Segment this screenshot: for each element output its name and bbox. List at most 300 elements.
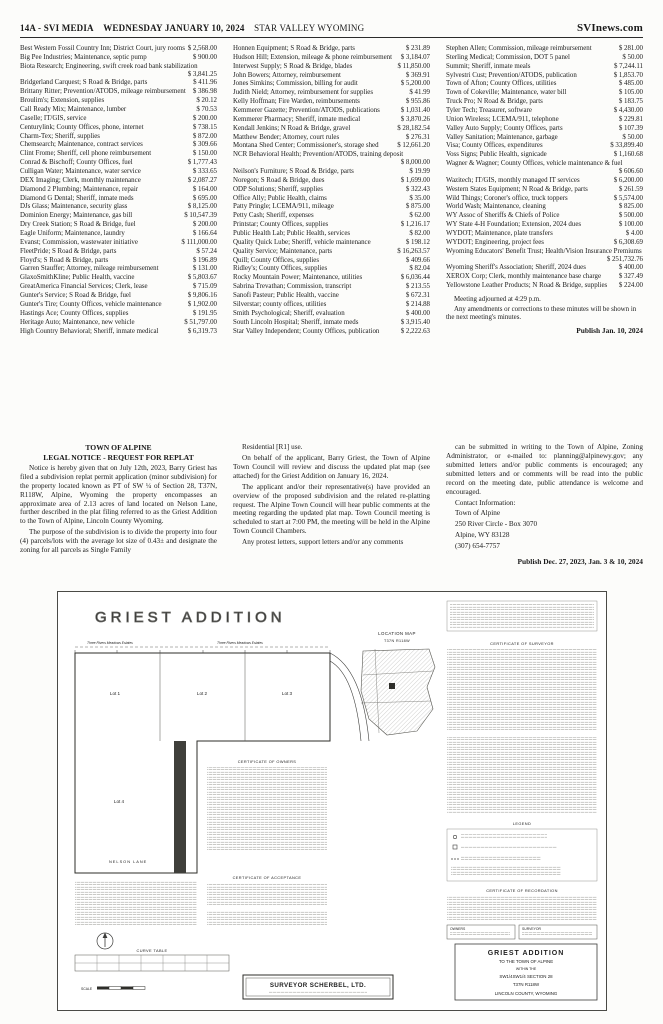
expense-entry	[233, 63, 430, 71]
expense-amount: $ 50.00	[622, 133, 643, 141]
expense-amount: $ 900.00	[192, 53, 217, 61]
expense-entry	[446, 264, 643, 272]
lot-label-3: Lot 3	[281, 691, 292, 696]
expense-amount: $ 107.39	[618, 124, 643, 132]
vendor-description: Judith Nield; Attorney, reimbursement for supplies	[233, 89, 374, 97]
vendor-description: Public Health Lab; Public Health, services	[233, 230, 351, 238]
expense-entry	[233, 142, 430, 150]
expense-amount: $ 9,806.16	[187, 292, 217, 300]
expense-entry	[233, 72, 430, 80]
expense-entry	[233, 98, 430, 106]
vendor-description: Clint Frome; Sheriff, cell phone reimbursement	[20, 150, 152, 158]
expense-entry	[20, 88, 217, 96]
expense-amount: $ 875.00	[405, 203, 430, 211]
expense-amount: $ 35.00	[409, 194, 430, 202]
griest-addition-plat	[57, 591, 607, 1011]
vendor-description: NCR Behavioral Health; Prevention/ATODS, training deposit	[233, 151, 404, 159]
expense-entry	[446, 142, 643, 150]
vendor-description: Silverstar; county offices, utilities	[233, 300, 327, 308]
illegible-fineprint	[447, 737, 597, 813]
vendor-description: Quality Quick Lube; Sheriff, vehicle maintenance	[233, 238, 371, 246]
expense-entry	[446, 63, 643, 71]
vendor-description: John Bowers; Attorney, reimbursement	[233, 71, 341, 79]
vendor-description: Best Western Fossil Country Inn; District Court, jury rooms	[20, 45, 185, 52]
illegible-fineprint	[207, 911, 327, 925]
title-block-township: T37N R118W	[512, 982, 539, 987]
illegible-fineprint	[447, 896, 597, 920]
expense-entry	[446, 248, 643, 264]
vendor-description: Tyler Tech; Treasurer, software	[446, 107, 532, 115]
site-marker	[389, 683, 395, 689]
expense-entry	[446, 186, 643, 194]
vendor-description: Voss Signs; Public Health, signicade	[446, 151, 547, 159]
vendor-description: Sanofi Pasteur; Public Health, vaccine	[233, 292, 339, 300]
location-map-label: LOCATION MAP	[377, 631, 416, 636]
expense-entry	[233, 168, 430, 176]
expense-entry	[446, 98, 643, 106]
expense-entry	[20, 124, 217, 132]
publish-date-minutes: Publish Jan. 10, 2024	[576, 325, 643, 335]
expense-entry	[446, 107, 643, 115]
expense-amount: $ 183.75	[618, 98, 643, 106]
expense-entry	[446, 151, 643, 159]
expense-entry	[446, 45, 643, 53]
expense-amount: $ 715.09	[192, 283, 217, 291]
expense-amount: $ 955.86	[405, 98, 430, 106]
vendor-description: Caselle; IT/GIS, service	[20, 114, 87, 122]
surveyor-firm-name: SURVEYOR SCHERBEL, LTD.	[269, 982, 366, 989]
notice-paragraph: The purpose of the subdivision is to divide the property into four (4) parcels/lots with the average lot size of 0.43± and designate the zoning for all parcels as Single Family	[20, 528, 217, 555]
notice-title-heading: LEGAL NOTICE - REQUEST FOR REPLAT	[43, 453, 194, 463]
masthead-left	[20, 23, 371, 33]
illegible-fineprint	[447, 649, 597, 731]
vendor-description: Neilson's Furniture; S Road & Bridge, parts	[233, 168, 354, 176]
vendor-description: Centurylink; County Offices, phone, internet	[20, 123, 144, 131]
expense-entry	[233, 177, 430, 185]
vendor-description: Star Valley Independent; County Offices, publication	[233, 327, 380, 335]
expense-amount: $ 1,699.00	[400, 176, 430, 184]
vendor-description: Valley Auto Supply; County Offices, parts	[446, 124, 563, 132]
vendor-description: Smith Psychological; Sheriff, evaluation	[233, 309, 345, 317]
expense-amount: $ 50.00	[622, 53, 643, 61]
expense-entry	[20, 168, 217, 176]
expense-entry	[20, 63, 217, 79]
vendor-description: Kemmerer Gazette; Prevention/ATODS, publications	[233, 107, 380, 115]
notice-column-1	[20, 443, 217, 587]
vendor-description: Valley Sanitation; Maintenance, garbage	[446, 133, 558, 141]
expense-entry	[233, 116, 430, 124]
expense-entry	[20, 203, 217, 211]
expense-amount: $ 229.81	[618, 115, 643, 123]
legend-heading: LEGEND	[512, 821, 531, 826]
expense-amount: $ 251,732.76	[606, 255, 643, 263]
expense-amount: $ 400.00	[618, 264, 643, 272]
expense-entry	[20, 230, 217, 238]
title-block-name: GRIEST ADDITION	[487, 950, 564, 957]
expense-amount: $ 33,899.40	[610, 142, 643, 150]
expense-amount: $ 62.00	[409, 212, 430, 220]
lot-label-1: Lot 1	[109, 691, 120, 696]
expense-amount: $ 5,200.00	[400, 80, 430, 88]
expense-entry	[20, 97, 217, 105]
expense-amount: $ 12,661.20	[397, 142, 430, 150]
vendor-description: Summit; Sheriff, inmate meals	[446, 62, 531, 70]
vendor-description: Rocky Mountain Power; Maintenance, utilities	[233, 274, 363, 282]
plat-map-attachment	[57, 591, 607, 1011]
minutes-column-1	[20, 45, 217, 435]
expense-entry	[233, 310, 430, 318]
expense-amount: $ 200.00	[192, 114, 217, 122]
expense-entry	[446, 160, 643, 176]
expense-amount: $ 164.00	[192, 185, 217, 193]
expense-amount: $ 386.98	[192, 88, 217, 96]
expense-amount: $ 57.24	[196, 247, 217, 255]
expense-entry	[20, 257, 217, 265]
expense-entry	[20, 177, 217, 185]
certificate-of-recordation-heading: CERTIFICATE OF RECORDATION	[485, 888, 558, 893]
vendor-description: Kemmerer Pharmacy; Sheriff, inmate medical	[233, 115, 361, 123]
expense-amount: $ 6,319.73	[187, 327, 217, 335]
expense-entry	[20, 221, 217, 229]
expense-amount: $ 8,000.00	[400, 159, 430, 167]
expense-entry	[20, 79, 217, 87]
illegible-fineprint	[461, 835, 547, 839]
expense-entry	[446, 221, 643, 229]
expense-amount: $ 4.00	[625, 230, 643, 238]
expense-entry	[233, 274, 430, 282]
illegible-fineprint	[451, 866, 561, 876]
notice-org-heading: TOWN OF ALPINE	[85, 443, 152, 452]
expense-entry	[233, 248, 430, 256]
expense-amount: $ 411.96	[193, 79, 217, 87]
vendor-description: Big Pee Industries; Maintenance, septic pump	[20, 53, 147, 61]
notice-paragraphs-1	[20, 464, 217, 555]
scale-label: SCALE	[80, 987, 92, 991]
expense-amount: $ 200.00	[192, 221, 217, 229]
certificate-of-owners-heading: CERTIFICATE OF OWNERS	[237, 759, 296, 764]
expense-entry	[233, 45, 430, 53]
vendor-description: High Country Behavioral; Sheriff, inmate medical	[20, 327, 159, 335]
expense-entry	[233, 319, 430, 327]
expense-amount: $ 214.88	[405, 300, 430, 308]
minutes-column-2	[233, 45, 430, 435]
vendor-description: ODP Solutions; Sheriff, supplies	[233, 185, 323, 193]
illegible-fineprint	[522, 932, 592, 936]
vendor-description: Sterling Medical; Commission, DOT 5 panel	[446, 53, 570, 61]
legal-notice-replat	[0, 435, 663, 587]
expense-list-1	[20, 45, 217, 335]
expense-entry	[20, 115, 217, 123]
expense-entry	[233, 239, 430, 247]
commission-minutes-expenses	[0, 43, 663, 435]
expense-amount: $ 1,031.40	[400, 107, 430, 115]
illegible-fineprint	[450, 932, 510, 936]
illegible-fineprint	[75, 881, 197, 925]
expense-amount: $ 281.00	[618, 45, 643, 52]
expense-entry	[20, 283, 217, 291]
vendor-description: Bridgerland Carquest; S Road & Bridge, parts	[20, 79, 148, 87]
illegible-fineprint	[207, 767, 327, 851]
vendor-description: Dominion Energy; Maintenance, gas bill	[20, 212, 133, 220]
expense-entry	[446, 80, 643, 88]
expense-entry	[233, 221, 430, 229]
vendor-description: DEX Imaging; Clerk, monthly maintenance	[20, 176, 141, 184]
vendor-description: Biota Research; Engineering, swift creek road bank stabilization	[20, 62, 198, 70]
notice-paragraph: Contact Information:	[455, 498, 516, 507]
illegible-fineprint	[461, 845, 557, 849]
notice-paragraph: 250 River Circle - Box 3070	[455, 520, 538, 529]
expense-entry	[233, 301, 430, 309]
expense-amount: $ 19.99	[409, 168, 430, 176]
expense-amount: $ 16,263.57	[397, 247, 430, 255]
certificates-middle	[207, 759, 327, 925]
expense-entry	[446, 54, 643, 62]
expense-amount: $ 1,853.70	[613, 71, 643, 79]
vendor-description: Hastings Ace; County Offices, supplies	[20, 309, 129, 317]
vendor-description: GlaxoSmithKline; Public Health, vaccine	[20, 274, 135, 282]
expense-amount: $ 70.53	[196, 106, 217, 114]
expense-entry	[446, 177, 643, 185]
expense-amount: $ 28,182.54	[397, 124, 430, 132]
expense-amount: $ 333.65	[192, 168, 217, 176]
vendor-description: Gunter's Service; S Road & Bridge, fuel	[20, 292, 131, 300]
expense-amount: $ 3,184.07	[400, 53, 430, 61]
adjournment-note: Meeting adjourned at 4:29 p.m.	[454, 296, 541, 304]
expense-amount: $ 10,547.39	[184, 212, 217, 220]
notice-paragraph: Town of Alpine	[455, 509, 501, 518]
vendor-description: Patty Pringle; LCEMA/911, mileage	[233, 203, 334, 211]
notice-paragraph: can be submitted in writing to the Town of Alpine, Zoning Administrator, or e-mailed to: planning@alpinewy.gov; any submitted letters and/or public comments is encouraged; any submitted letters and or comments will be read into the public record on the meeting date, public attendance is welcome and encouraged.	[446, 443, 643, 496]
vendor-description: Yellowstone Leather Products; N Road & Bridge, supplies	[446, 282, 608, 290]
expense-amount: $ 2,222.63	[400, 327, 430, 335]
expense-amount: $ 276.31	[405, 133, 430, 141]
vendor-description: Wild Things; Coroner's office, truck toppers	[446, 194, 568, 202]
vendor-description: Kendall Jenkins; N Road & Bridge, gravel	[233, 124, 351, 132]
expense-entry	[20, 301, 217, 309]
expense-amount: $ 3,915.40	[400, 318, 430, 326]
expense-amount: $ 111,000.00	[181, 238, 217, 246]
expense-amount: $ 166.64	[192, 230, 217, 238]
expense-amount: $ 695.00	[192, 194, 217, 202]
vendor-description: Interwest Supply; S Road & Bridge, blades	[233, 62, 353, 70]
expense-amount: $ 4,430.00	[613, 107, 643, 115]
expense-entry	[446, 89, 643, 97]
amendments-note: Any amendments or corrections to these minutes will be shown in the next meeting's minutes.	[446, 305, 637, 321]
lot-label-4: Lot 4	[113, 799, 124, 804]
illegible-fineprint	[461, 856, 541, 860]
expense-amount: $ 213.55	[405, 283, 430, 291]
expense-entry	[446, 282, 643, 290]
illegible-fineprint	[450, 604, 594, 628]
expense-amount: $ 6,036.44	[400, 274, 430, 282]
vendor-description: Charm-Tex; Sheriff, supplies	[20, 132, 100, 140]
expense-amount: $ 224.00	[618, 282, 643, 290]
vendor-description: Union Wireless; LCEMA/911, telephone	[446, 115, 559, 123]
vendor-description: XEROX Corp; Clerk, monthly maintenance base charge	[446, 273, 602, 281]
expense-amount: $ 738.15	[192, 123, 217, 131]
vendor-description: Broulim's; Extension, supplies	[20, 97, 105, 105]
expense-amount: $ 500.00	[618, 212, 643, 220]
vendor-description: Wazitech; IT/GIS, monthly managed IT services	[446, 176, 580, 184]
expense-entry	[20, 265, 217, 273]
expense-amount: $ 131.00	[192, 265, 217, 273]
expense-entry	[233, 186, 430, 194]
vendor-description: Noregon; S Road & Bridge, dues	[233, 176, 325, 184]
expense-entry	[446, 212, 643, 220]
expense-amount: $ 872.00	[192, 132, 217, 140]
nelson-lane-road	[174, 741, 186, 873]
notice-paragraphs-2	[233, 443, 430, 547]
vendor-description: Hudson Hill; Extension, mileage & phone reimbursement	[233, 53, 393, 61]
website-link[interactable]: SVInews.com	[576, 22, 643, 34]
vendor-description: DJs Glass; Maintenance, security glass	[20, 203, 128, 211]
expense-entry	[233, 230, 430, 238]
vendor-description: Culligan Water; Maintenance, water service	[20, 168, 141, 176]
expense-entry	[20, 328, 217, 336]
vendor-description: South Lincoln Hospital; Sheriff, inmate meds	[233, 318, 359, 326]
adjacent-plat-label: Three Rivers Meadows Estates	[86, 641, 133, 645]
expense-amount: $ 231.89	[405, 45, 430, 52]
masthead	[0, 0, 663, 36]
expense-entry	[20, 106, 217, 114]
expense-amount: $ 7,244.11	[613, 62, 643, 70]
expense-entry	[446, 203, 643, 211]
scale-segment	[97, 987, 109, 990]
expense-entry	[20, 195, 217, 203]
notice-paragraph: Notice is hereby given that on July 12th, 2023, Barry Griest has filed a subdivision replat permit application (minor subdivision) for the property located known as PT of SW ¼ of Section 28, T37N, R118W, Alpine, Wyoming the property encompasses an approximate area of 2.13 acres of land located on Nelson Lane, further described in the plat filing referred to as the Griest Addition to the Town of Alpine, Lincoln County Wyoming.	[20, 463, 217, 526]
vendor-description: Heritage Auto; Maintenance, new vehicle	[20, 318, 135, 326]
expense-amount: $ 409.66	[405, 256, 430, 264]
vendor-description: Dry Creek Station; S Road & Bridge, fuel	[20, 221, 136, 229]
notice-paragraph: The applicant and/or their representative(s) have provided an overview of the proposed subdivision and the related re-platting request. The Alpine Town Council will hear public comments at the meeting regarding the updated plat map. Town Council meeting is scheduled to start at 7:00 PM, the meeting will be held in the Alpine Town Council Chambers.	[233, 482, 430, 536]
expense-amount: $ 327.49	[618, 273, 643, 281]
vendor-description: Town of Cokeville; Maintenance, water bill	[446, 89, 567, 97]
expense-entry	[233, 54, 430, 62]
vendor-description: Quill; County Offices, supplies	[233, 256, 320, 264]
vendor-description: Kelly Hoffman; Fire Warden, reimbursements	[233, 98, 360, 106]
vendor-description: WY Assoc of Sheriffs & Chiefs of Police	[446, 212, 560, 220]
expense-entry	[233, 265, 430, 273]
vendor-description: Stephen Allen; Commission, mileage reimbursement	[446, 45, 592, 52]
expense-amount: $ 1,216.17	[400, 221, 430, 229]
expense-entry	[233, 283, 430, 291]
expense-amount: $ 1,902.00	[187, 300, 217, 308]
expense-amount: $ 196.89	[192, 256, 217, 264]
vendor-description: Honnen Equipment; S Road & Bridge, parts	[233, 45, 355, 52]
expense-entry	[20, 150, 217, 158]
expense-entry	[20, 45, 217, 53]
vendor-description: Brittany Ritter; Prevention/ATODS, mileage reimbursement	[20, 88, 186, 96]
scale-segment	[121, 987, 133, 990]
notice-paragraph: Residential [R1] use.	[242, 443, 303, 451]
vendor-description: Chemsearch; Maintenance, contract services	[20, 141, 143, 149]
vendor-description: Eagle Uniform; Maintenance, laundry	[20, 230, 125, 238]
expense-entry	[233, 107, 430, 115]
expense-amount: $ 11,850.00	[397, 62, 430, 70]
notice-column-2	[233, 443, 430, 587]
masthead-rule	[20, 37, 643, 38]
vendor-description: Montana Shed Center; Commissioner's, storage shed	[233, 142, 379, 150]
expense-amount: $ 3,870.26	[400, 115, 430, 123]
owners-box-label: OWNERS	[449, 927, 465, 931]
vendor-description: Diamond G Dental; Sheriff, inmate meds	[20, 194, 134, 202]
expense-entry	[233, 125, 430, 133]
vendor-description: Evanst; Commission, wastewater initiative	[20, 238, 138, 246]
page-number-label: 14A - SVI MEDIA	[20, 23, 94, 33]
vendor-description: Town of Afton; County Offices, utilities	[446, 80, 557, 88]
minutes-column-3	[446, 45, 643, 435]
vendor-description: WYDOT; Engineering, project fees	[446, 238, 544, 246]
expense-entry	[446, 195, 643, 203]
vendor-description: GreatAmerica Financial Services; Clerk, lease	[20, 283, 148, 291]
expense-amount: $ 6,200.00	[613, 176, 643, 184]
vendor-description: Printstar; County Offices, supplies	[233, 221, 329, 229]
expense-entry	[233, 292, 430, 300]
vendor-description: Wagner & Wagner; County Offices, vehicle maintenance & fuel	[446, 160, 623, 168]
certificate-of-acceptance-heading: CERTIFICATE OF ACCEPTANCE	[232, 875, 301, 880]
expense-amount: $ 2,568.00	[187, 45, 217, 52]
vendor-description: Western States Equipment; N Road & Bridge, parts	[446, 185, 588, 193]
notice-column-3	[446, 443, 643, 587]
expense-entry	[20, 212, 217, 220]
expense-amount: $ 191.95	[192, 309, 217, 317]
vendor-description: Truck Pro; N Road & Bridge, parts	[446, 98, 543, 106]
expense-amount: $ 5,574.00	[613, 194, 643, 202]
expense-entry	[446, 273, 643, 281]
expense-entry	[233, 212, 430, 220]
expense-amount: $ 20.12	[196, 97, 217, 105]
notice-paragraph: (307) 654-7757	[455, 542, 500, 551]
expense-amount: $ 150.00	[192, 150, 217, 158]
expense-list-3	[446, 45, 643, 290]
expense-entry	[446, 230, 643, 238]
expense-amount: $ 5,803.67	[187, 274, 217, 282]
vendor-description: Garren Stauffer; Attorney, mileage reimbursement	[20, 265, 159, 273]
expense-entry	[20, 319, 217, 327]
expense-amount: $ 606.60	[618, 168, 643, 176]
curve-table-heading: CURVE TABLE	[136, 948, 167, 953]
vendor-description: Wyoming Educators' Benefit Trust; Health/Vision Insurance Premiums	[446, 247, 642, 255]
vendor-description: Ridley's; County Offices, supplies	[233, 265, 328, 273]
expense-entry	[20, 186, 217, 194]
expense-amount: $ 400.00	[405, 309, 430, 317]
expense-amount: $ 8,125.00	[187, 203, 217, 211]
expense-amount: $ 82.00	[409, 230, 430, 238]
expense-entry	[233, 134, 430, 142]
expense-entry	[20, 310, 217, 318]
expense-entry	[20, 239, 217, 247]
expense-amount: $ 41.99	[409, 89, 430, 97]
expense-amount: $ 82.04	[409, 265, 430, 273]
vendor-description: Wyoming Sheriff's Association; Sheriff, 2024 dues	[446, 264, 586, 272]
vendor-description: Jones Simkins; Commission, billing for audit	[233, 80, 358, 88]
expense-entry	[20, 248, 217, 256]
vendor-description: Gunter's Tire; County Offices, vehicle maintenance	[20, 300, 162, 308]
illegible-fineprint	[207, 883, 327, 905]
expense-list-2	[233, 45, 430, 335]
expense-amount: $ 51,797.00	[184, 318, 217, 326]
vendor-description: Conrad & Bischoff; County Offices, fuel	[20, 159, 133, 167]
expense-amount: $ 100.00	[618, 221, 643, 229]
expense-amount: $ 322.43	[405, 185, 430, 193]
region-line: STAR VALLEY WYOMING	[254, 23, 365, 33]
expense-entry	[446, 239, 643, 247]
expense-entry	[20, 141, 217, 149]
expense-entry	[20, 133, 217, 141]
expense-entry	[446, 72, 643, 80]
expense-entry	[233, 80, 430, 88]
expense-amount: $ 309.66	[192, 141, 217, 149]
